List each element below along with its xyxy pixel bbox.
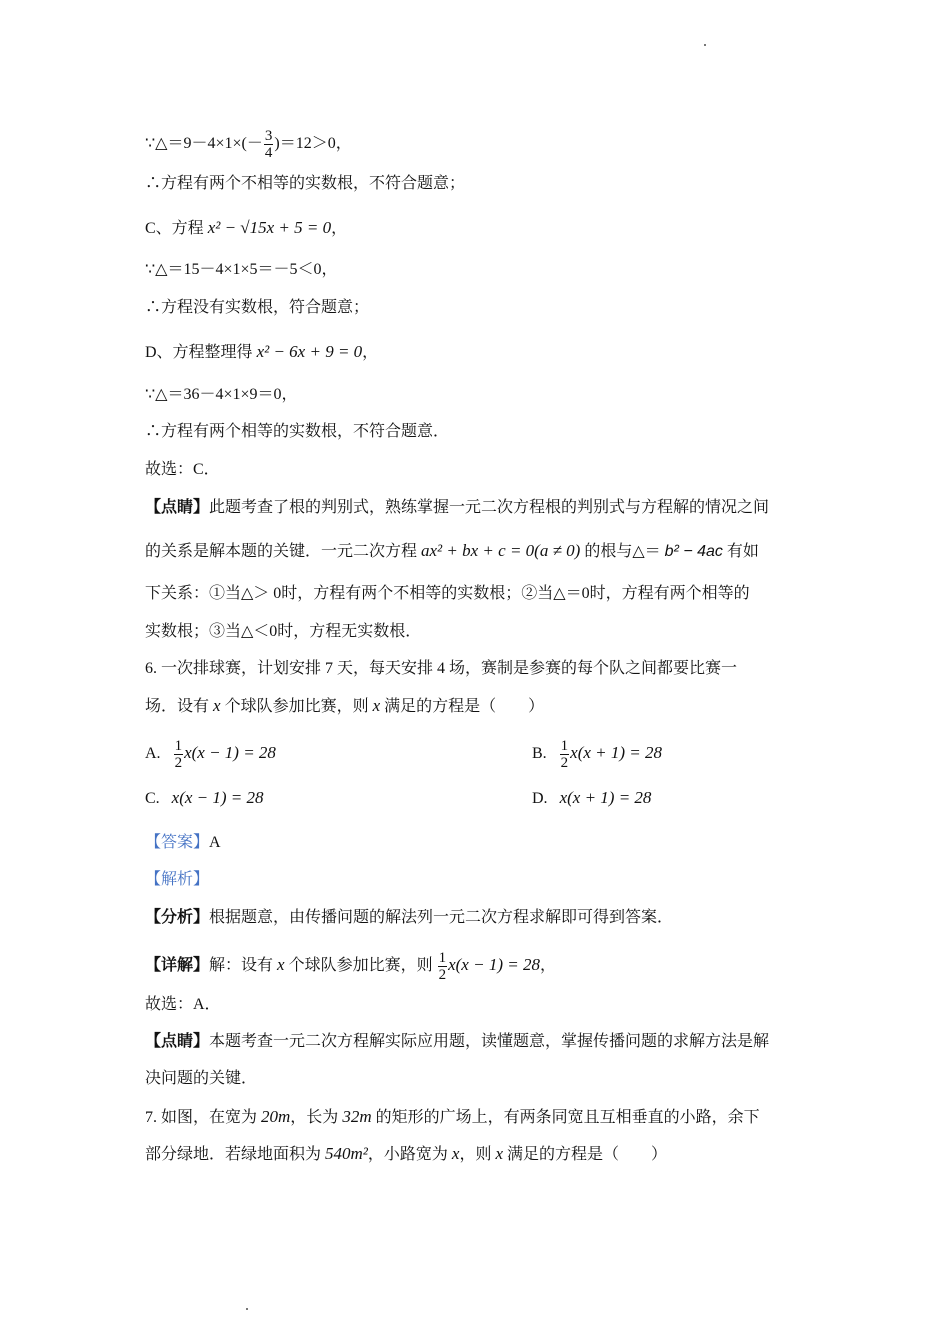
text-span: ， [362, 344, 379, 361]
text-line [145, 657, 737, 681]
fraction [438, 950, 448, 983]
numerator: 1 [438, 950, 447, 966]
text-span: 故选：A． [145, 996, 221, 1013]
text-span: 本题考查一元二次方程解实际应用题，读懂题意，掌握传播问题的求解方法是解 [209, 1033, 770, 1050]
text-span: 的关系是解本题的关键．一元二次方程 [145, 543, 422, 560]
fraction [174, 738, 184, 771]
fraction [264, 128, 274, 161]
text-span: )＝12＞0， [274, 135, 352, 153]
text-line [145, 340, 378, 365]
text-span: 满足的方程是（ ） [503, 1146, 668, 1163]
text-line [145, 694, 544, 719]
section-label: 【解析】 [145, 871, 210, 888]
section-label: 【答案】 [145, 834, 210, 851]
text-line [145, 582, 750, 606]
fraction [560, 738, 570, 771]
text-line [145, 258, 338, 282]
text-line [145, 458, 220, 482]
math-expression: x [213, 696, 221, 715]
option-label: B. [532, 745, 547, 763]
math-expression: 540m² [325, 1144, 368, 1163]
text-line [145, 383, 298, 407]
denominator: 2 [438, 967, 447, 983]
answer-option [532, 738, 662, 771]
text-span: ，小路宽为 [367, 1146, 452, 1163]
text-span: 个球队参加比赛，则 [284, 957, 437, 975]
text-span: ∵△＝9－4×1×(－ [145, 135, 263, 153]
text-span: 个球队参加比赛，则 [220, 698, 373, 715]
section-label: 【详解】 [145, 957, 210, 975]
numerator: 1 [560, 738, 569, 754]
denominator: 2 [560, 755, 569, 771]
math-expression: x [372, 696, 381, 715]
answer-option [145, 786, 264, 811]
answer-option [532, 786, 651, 811]
text-line [145, 296, 369, 320]
answer-option [145, 738, 276, 771]
section-label: 【点睛】 [145, 499, 210, 516]
math-expression: x² − √15x + 5 = 0 [207, 218, 332, 237]
text-line [145, 831, 221, 855]
math-expression: x² − 6x + 9 = 0 [256, 342, 363, 361]
scan-dot [704, 44, 706, 46]
math-expression: 32m [342, 1107, 372, 1126]
text-span: ∵△＝15－4×1×5＝－5＜0， [145, 261, 338, 278]
text-span: ，则 [459, 1146, 496, 1163]
text-span: ， [331, 220, 348, 237]
text-line [145, 128, 352, 161]
text-span: 有如 [722, 543, 759, 560]
text-line [145, 993, 221, 1017]
text-span: 实数根；③当△＜0时，方程无实数根． [145, 623, 422, 640]
math-expression: x(x − 1) = 28 [448, 955, 540, 975]
math-expression: x [495, 1144, 504, 1163]
text-span: 的根与△＝ [580, 543, 665, 560]
option-label: C. [145, 790, 160, 807]
text-span: A [209, 834, 221, 851]
text-line [145, 172, 465, 196]
option-equation: x(x − 1) = 28 [171, 788, 264, 807]
text-span: 根据题意，由传播问题的解法列一元二次方程求解即可得到答案． [209, 909, 674, 926]
text-line [145, 906, 673, 930]
scan-dot [246, 1308, 248, 1310]
text-span: 部分绿地．若绿地面积为 [145, 1146, 326, 1163]
option-label: D. [532, 790, 548, 807]
text-line [145, 496, 769, 520]
denominator: 2 [174, 755, 183, 771]
text-span: D、方程整理得 [145, 344, 257, 361]
text-span: C、方程 [145, 220, 208, 237]
option-equation: x(x − 1) = 28 [184, 743, 276, 763]
math-expression: ax² + bx + c = 0(a ≠ 0) [421, 541, 581, 560]
text-span: 下关系：①当△＞ 0时，方程有两个不相等的实数根；②当△＝0时，方程有两个相等的 [145, 585, 750, 602]
text-line [145, 1067, 257, 1091]
text-line [145, 539, 759, 564]
text-span: ∴方程没有实数根，符合题意； [145, 299, 370, 316]
text-span: ∴方程有两个相等的实数根，不符合题意． [145, 423, 450, 440]
text-line [145, 1105, 760, 1130]
denominator: 4 [264, 145, 273, 161]
text-span: 故选：C． [145, 461, 220, 478]
text-span: 6. 一次排球赛，计划安排 7 天，每天安排 4 场，赛制是参赛的每个队之间都要比赛一 [145, 660, 738, 677]
option-equation: x(x + 1) = 28 [570, 743, 663, 763]
text-span: 此题考查了根的判别式，熟练掌握一元二次方程根的判别式与方程解的情况之间 [209, 499, 770, 516]
math-expression: 20m [261, 1107, 291, 1126]
numerator: 1 [174, 738, 183, 754]
text-span: ∴方程有两个不相等的实数根，不符合题意； [145, 175, 466, 192]
text-line [145, 868, 209, 892]
text-span: 场．设有 [145, 698, 214, 715]
text-span: 决问题的关键． [145, 1070, 258, 1087]
text-span: 7. 如图，在宽为 [145, 1109, 262, 1126]
text-span: 满足的方程是（ ） [380, 698, 545, 715]
section-label: 【点睛】 [145, 1033, 210, 1050]
text-span: 的矩形的广场上，有两条同宽且互相垂直的小路，余下 [371, 1109, 760, 1126]
text-line [145, 420, 449, 444]
numerator: 3 [264, 128, 273, 144]
math-expression: x [451, 1144, 460, 1163]
text-line [145, 950, 556, 983]
text-line [145, 620, 421, 644]
math-expression: x [277, 955, 285, 975]
text-line [145, 1142, 667, 1167]
text-span: ， [539, 957, 556, 975]
math-expression: b² − 4ac [664, 543, 723, 560]
section-label: 【分析】 [145, 909, 210, 926]
option-equation: x(x + 1) = 28 [559, 788, 652, 807]
text-span: ，长为 [290, 1109, 343, 1126]
text-span: ∵△＝36－4×1×9＝0， [145, 386, 298, 403]
text-line [145, 1030, 769, 1054]
text-span: 解：设有 [209, 957, 278, 975]
option-label: A. [145, 745, 161, 763]
text-line [145, 216, 347, 241]
